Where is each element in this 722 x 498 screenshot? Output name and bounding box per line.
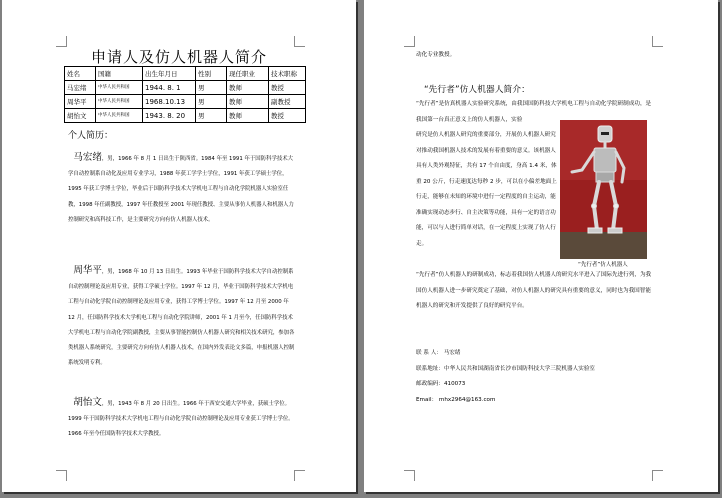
- table-cell: 周华平: [65, 95, 96, 109]
- crop-mark: [404, 470, 415, 481]
- table-cell: 胡怡文: [65, 109, 96, 123]
- bio-text: ，男，1966 年 8 月 1 日出生于陕西省。1984 年至 1991 年于国防科学技术大学自动控制系自动化及应用专业学习，1988 年获工学学士学位，1991 年获工学硕士学位，1995 年获工学博士学位，毕业后于国防科学技术大学机电工程与自动化学院机器人实验室任教，1998 年任副教授，1997 年任教授至 2001 年现任教授、主要从事仿人机器人和机器人力控制研究和高科技工作，是主要研究方向有仿人机器人技术。: [68, 156, 294, 223]
- bio-paragraph: [68, 263, 296, 371]
- table-row: [65, 95, 306, 109]
- crop-mark: [404, 36, 415, 47]
- column-header: 现任职业: [227, 67, 269, 81]
- crop-mark: [56, 470, 67, 481]
- table-cell: 中华人民共和国: [96, 95, 143, 109]
- table-cell: 男: [196, 95, 227, 109]
- table-cell: 中华人民共和国: [96, 109, 143, 123]
- table-cell: 副教授: [269, 95, 306, 109]
- column-header: 性别: [196, 67, 227, 81]
- column-header: 国籍: [96, 67, 143, 81]
- applicant-table: [64, 66, 306, 123]
- crop-mark: [652, 36, 663, 47]
- column-header: 出生年月日: [143, 67, 196, 81]
- continuation-text: 动化专业教授。: [416, 52, 456, 58]
- table-row: [65, 81, 306, 95]
- photo-caption: “先行者”仿人机器人: [578, 262, 628, 268]
- table-cell: 教师: [227, 81, 269, 95]
- table-cell: 1944. 8. 1: [143, 81, 196, 95]
- bio-text: ，男，1943 年 8 月 20 日出生。1966 年于西安交通大学毕业，获硕士学位。1999 年于国防科学技术大学机电工程与自动化学院自动控制理论及应用专业获工学博士学位。1966 年至今任国防科学技术大学教授。: [68, 401, 294, 438]
- table-cell: 男: [196, 109, 227, 123]
- column-header: 姓名: [65, 67, 96, 81]
- contact-block: [416, 346, 656, 408]
- bio-section-heading: 个人简历：: [68, 131, 114, 141]
- document-title: 申请人及仿人机器人简介: [90, 48, 267, 66]
- table-cell: 男: [196, 81, 227, 95]
- contact-person: 联 系 人： 马宏绪: [416, 350, 461, 356]
- bio-name: 马宏绪: [73, 152, 102, 163]
- robot-intro-text: 研究是仿人机器人研究的重要部分，开展仿人机器人研究对推动我国机器人技术的发展有着重要的意义。该机器人具有人类外观特征，共有 17 个自由度，身高 1.4 米，体重 20 公斤，行走速度达每秒 2 步，可以在小偏差地面上行走，能够在未知的环境中进行一定程度的自主运动，能准确实现动态步行、自主决策等功能，具有一定的语言功能，可以与人进行简单对话，在一定程度上实现了仿人行走。: [416, 132, 557, 247]
- bio-name: 周华平: [73, 265, 102, 276]
- table-cell: 教授: [269, 109, 306, 123]
- robot-intro-text: “先行者”是仿真机器人实验研究系统，由我国国防科技大学机电工程与自动化学院研制成功，是我国第一台真正意义上的仿人机器人，实验: [416, 101, 652, 123]
- robot-intro-heading: “先行者”仿人机器人简介：: [424, 85, 530, 95]
- robot-photo: [560, 120, 647, 259]
- contact-address: 联系地址：中华人民共和国湖南省长沙市国防科技大学三院机器人实验室: [416, 365, 596, 372]
- robot-intro-text: “先行者”仿人机器人的研制成功，标志着我国仿人机器人的研究水平进入了国际先进行列，为我国仿人机器人进一步研究奠定了基础，对仿人机器人的研究具有重要的意义，同时也为我国智能机器人的研究和开发提供了良好的研究平台。: [416, 272, 652, 309]
- table-cell: 中华人民共和国: [96, 81, 143, 95]
- table-cell: 教师: [227, 95, 269, 109]
- bio-paragraph: [68, 395, 296, 443]
- contact-postcode: 邮政编码：410073: [416, 381, 466, 387]
- table-cell: 1943. 8. 20: [143, 109, 196, 123]
- column-header: 技术职称: [269, 67, 306, 81]
- table-cell: 教师: [227, 109, 269, 123]
- bio-text: ，男，1968 年 10 月 13 日出生。1993 年毕业于国防科学技术大学自动控制系自动控制理论及应用专业，获得工学硕士学位。1997 年 12 月，毕业于国防科学技术大学机电工程与自动化学院自动控制理论及应用专业，获得工学博士学位。1997 年 12 月至 2000 年 12 月，任国防科学技术大学机电工程与自动化学院讲师，2001 年 1 月至今，任国防科学技术大学机电工程与自动化学院副教授，主要从事智能控制仿人机器人研究和相关技术研究，参加各类机器人系统研究，主要研究方向有仿人机器人技术，在国内外发表论文多篇，申报机器人控制系统发明专利。: [68, 269, 295, 367]
- table-cell: 教授: [269, 81, 306, 95]
- bio-paragraph: [68, 150, 296, 228]
- document-page-right: [364, 0, 718, 492]
- crop-mark: [652, 470, 663, 481]
- bio-name: 胡怡文: [73, 397, 102, 408]
- table-cell: 马宏绪: [65, 81, 96, 95]
- table-row: [65, 109, 306, 123]
- contact-email: Email： mhx2964@163.com: [416, 396, 496, 403]
- table-header-row: [65, 67, 306, 81]
- table-cell: 1968.10.13: [143, 95, 196, 109]
- document-page-left: [2, 0, 356, 492]
- crop-mark: [294, 470, 305, 481]
